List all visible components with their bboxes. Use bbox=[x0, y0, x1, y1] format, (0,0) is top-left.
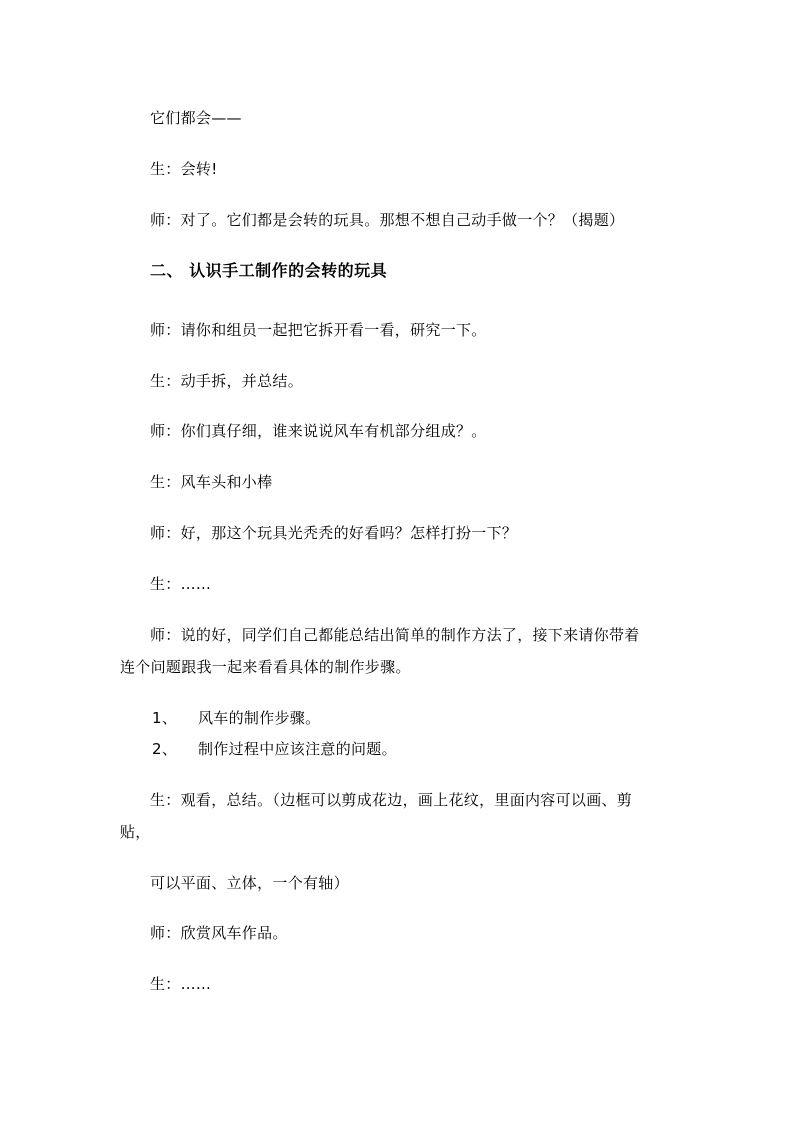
list-item-number: 1、 bbox=[152, 709, 178, 727]
list-item-text: 风车的制作步骤。 bbox=[198, 709, 321, 727]
paragraph-5: 生：动手拆，并总结。 bbox=[150, 372, 304, 390]
list-item bbox=[152, 707, 320, 729]
list-item-number: 2、 bbox=[152, 740, 178, 758]
paragraph-11-line-1: 生：观看，总结。（边框可以剪成花边，画上花纹，里面内容可以画、剪 bbox=[150, 791, 633, 809]
paragraph-7: 生：风车头和小棒 bbox=[150, 473, 273, 491]
paragraph-4: 师：请你和组员一起把它拆开看一看，研究一下。 bbox=[150, 321, 487, 339]
list-item-text: 制作过程中应该注意的问题。 bbox=[198, 740, 397, 758]
paragraph-10-line-2: 连个问题跟我一起来看看具体的制作步骤。 bbox=[120, 658, 411, 676]
paragraph-10-line-1: 师：说的好，同学们自己都能总结出简单的制作方法了，接下来请你带着 bbox=[150, 626, 640, 644]
paragraph-3: 师：对了。它们都是会转的玩具。那想不想自己动手做一个？（揭题） bbox=[150, 211, 625, 229]
paragraph-9: 生：…… bbox=[150, 575, 212, 593]
paragraph-2: 生：会转! bbox=[150, 160, 218, 178]
paragraph-6: 师：你们真仔细，谁来说说风车有机部分组成？。 bbox=[150, 422, 487, 440]
list-item bbox=[152, 738, 397, 760]
paragraph-12: 可以平面、立体，一个有轴） bbox=[150, 874, 349, 892]
paragraph-1: 它们都会—— bbox=[150, 109, 242, 127]
section-heading: 二、 认识手工制作的会转的玩具 bbox=[150, 261, 388, 280]
paragraph-13: 师：欣赏风车作品。 bbox=[150, 924, 288, 942]
paragraph-11-line-2: 贴， bbox=[120, 823, 151, 841]
paragraph-8: 师：好，那这个玩具光秃秃的好看吗？怎样打扮一下？ bbox=[150, 524, 518, 542]
paragraph-14: 生：…… bbox=[150, 975, 212, 993]
